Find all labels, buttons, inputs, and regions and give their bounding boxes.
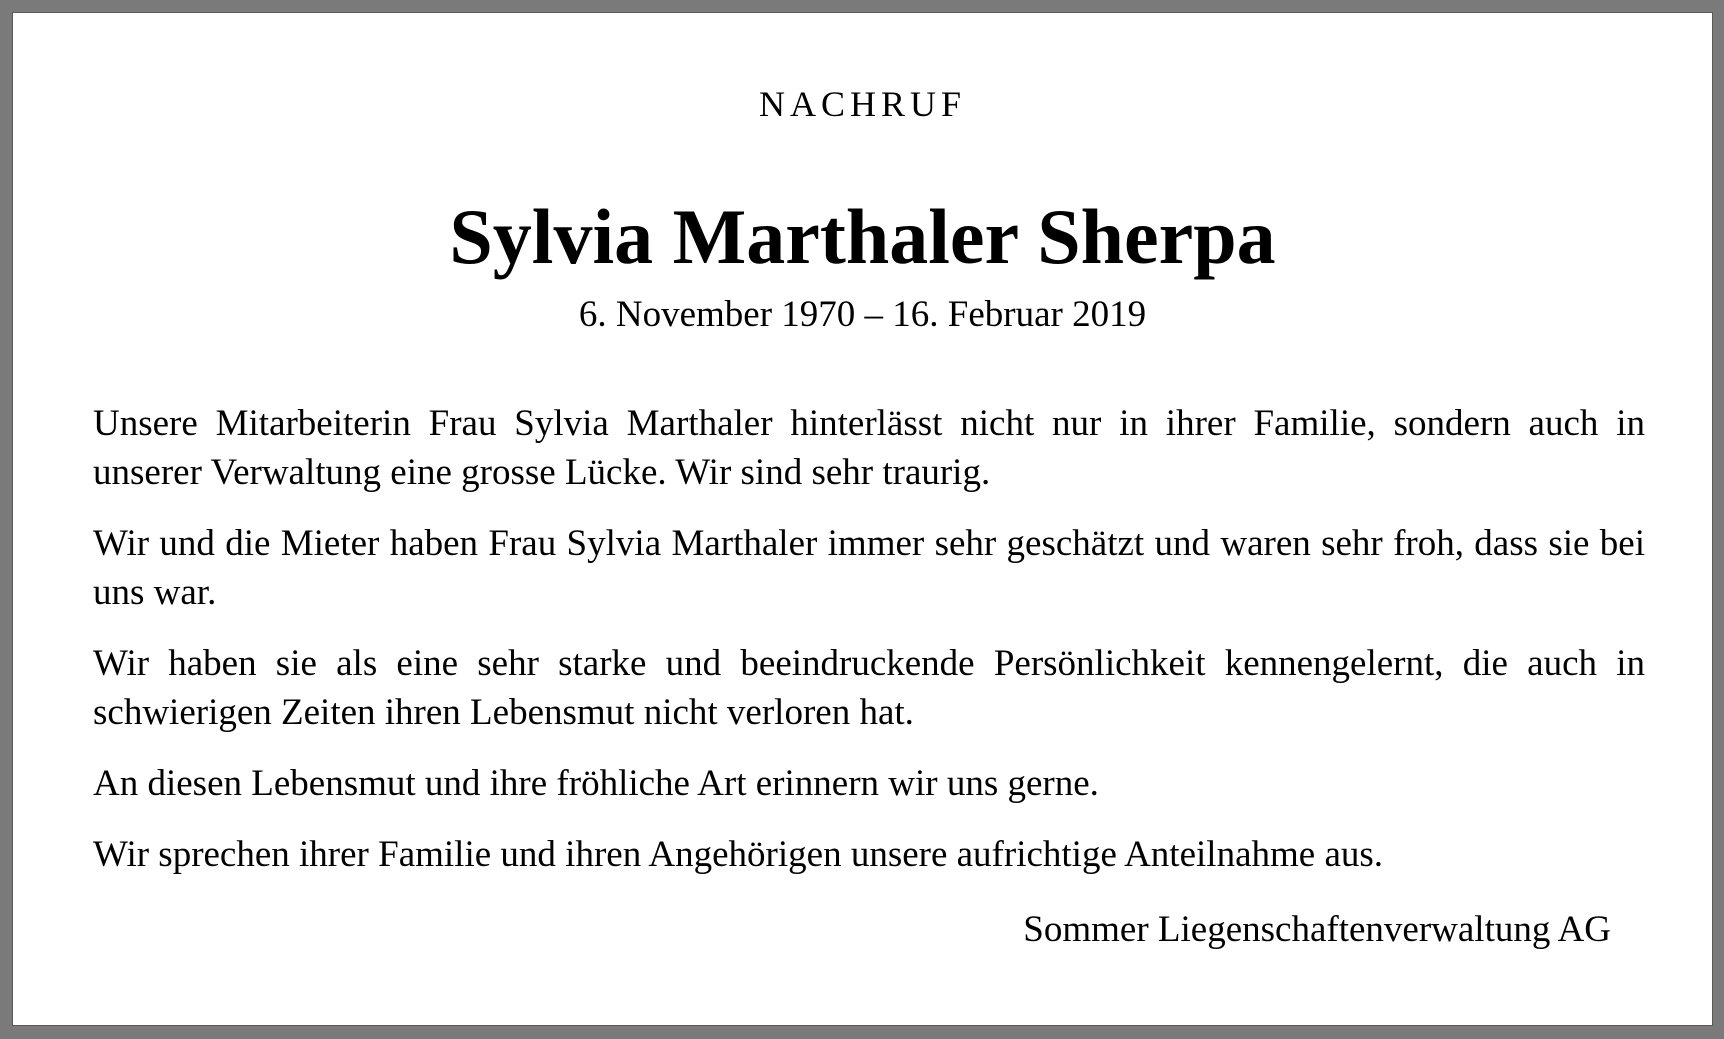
company-signature: Sommer Liegenschaftenverwaltung AG <box>1023 909 1611 950</box>
deceased-name: Sylvia Marthaler Sherpa <box>449 193 1276 280</box>
document-page <box>12 12 1713 1026</box>
obituary-notice <box>13 13 1712 1025</box>
paragraph: Wir sprechen ihrer Familie und ihren Angehörigen unsere aufrichtige Anteilnahme aus. <box>93 834 1384 875</box>
paragraph: Wir haben sie als eine sehr starke und beeindruckende Persönlichkeit kennengelernt, die auch in schwierigen Zeiten ihren Lebensmut nicht verloren hat. <box>93 643 1645 733</box>
life-dates: 6. November 1970 – 16. Februar 2019 <box>578 294 1147 335</box>
paragraph: Unsere Mitarbeiterin Frau Sylvia Marthaler hinterlässt nicht nur in ihrer Familie, sondern auch in unserer Verwaltung eine grosse Lücke. Wir sind sehr traurig. <box>93 403 1645 493</box>
paragraph: Wir und die Mieter haben Frau Sylvia Marthaler immer sehr geschätzt und waren sehr froh, dass sie bei uns war. <box>93 523 1645 613</box>
notice-label: NACHRUF <box>758 84 967 124</box>
paragraph: An diesen Lebensmut und ihre fröhliche Art erinnern wir uns gerne. <box>93 763 1099 804</box>
obituary-body <box>93 399 1645 901</box>
